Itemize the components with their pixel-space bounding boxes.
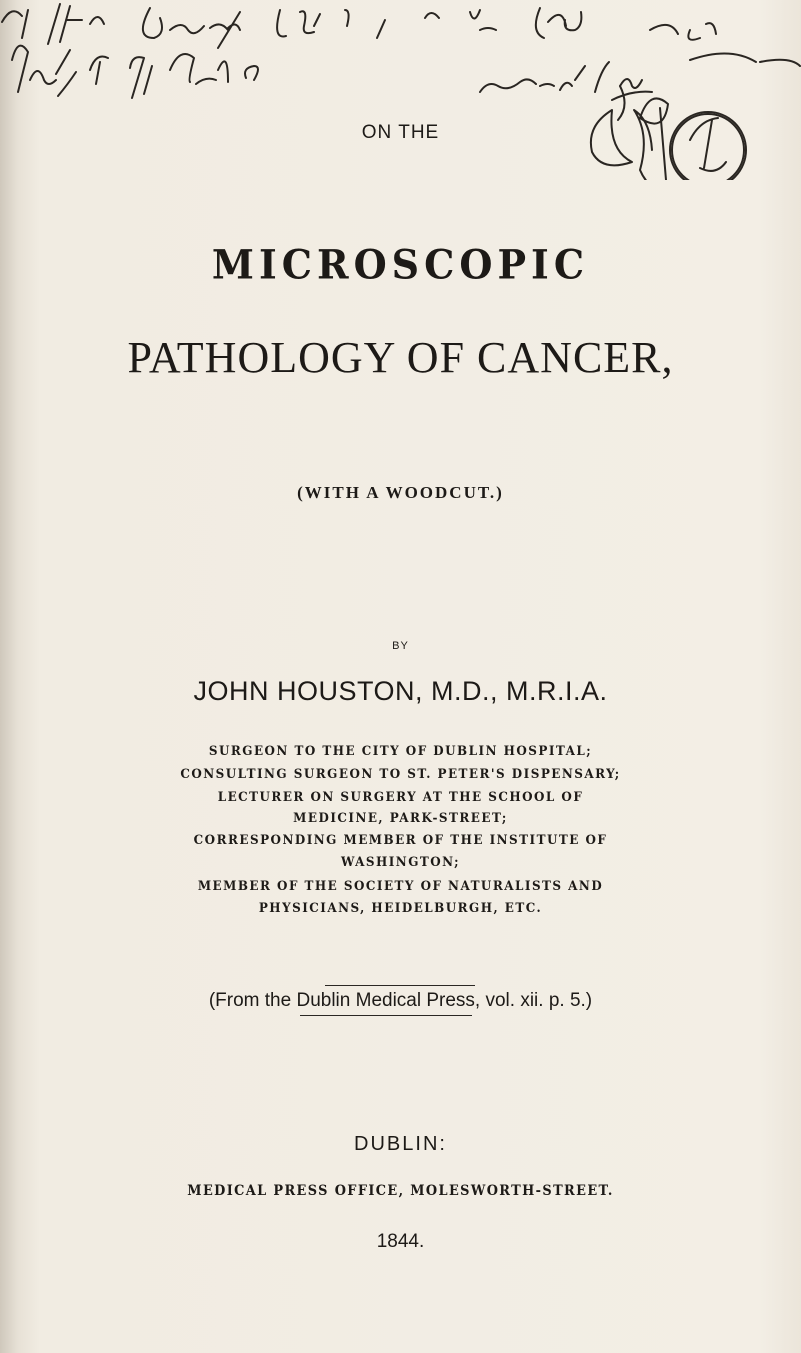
credential-line: SURGEON TO THE CITY OF DUBLIN HOSPITAL; xyxy=(208,744,593,759)
author-name: JOHN HOUSTON, M.D., M.R.I.A. xyxy=(193,676,608,706)
credential-line: WASHINGTON; xyxy=(340,855,461,870)
by-label: BY xyxy=(392,640,409,652)
credential-line: LECTURER ON SURGERY AT THE SCHOOL OF xyxy=(217,790,584,805)
source-citation: (From the Dublin Medical Press, vol. xii. p. 5.) xyxy=(208,990,593,1011)
handwritten-inscription xyxy=(0,0,801,180)
illustration-note: (WITH A WOODCUT.) xyxy=(297,483,504,502)
credential-line: MEDICINE, PARK-STREET; xyxy=(293,811,508,826)
imprint-place: DUBLIN: xyxy=(354,1133,447,1155)
title-line-1: MICROSCOPIC xyxy=(211,240,590,289)
title-line-2: PATHOLOGY OF CANCER, xyxy=(127,333,674,382)
divider-rule xyxy=(325,985,475,986)
imprint-publisher: MEDICAL PRESS OFFICE, MOLESWORTH-STREET. xyxy=(187,1183,614,1199)
title-preposition: ON THE xyxy=(361,122,440,143)
credential-line: CORRESPONDING MEMBER OF THE INSTITUTE OF xyxy=(193,833,608,848)
divider-rule xyxy=(300,1015,472,1016)
credential-line: MEMBER OF THE SOCIETY OF NATURALISTS AND xyxy=(197,879,604,894)
credential-line: PHYSICIANS, HEIDELBURGH, ETC. xyxy=(258,901,543,916)
credential-line: CONSULTING SURGEON TO ST. PETER'S DISPENSARY; xyxy=(180,767,621,782)
imprint-year: 1844. xyxy=(376,1231,425,1252)
